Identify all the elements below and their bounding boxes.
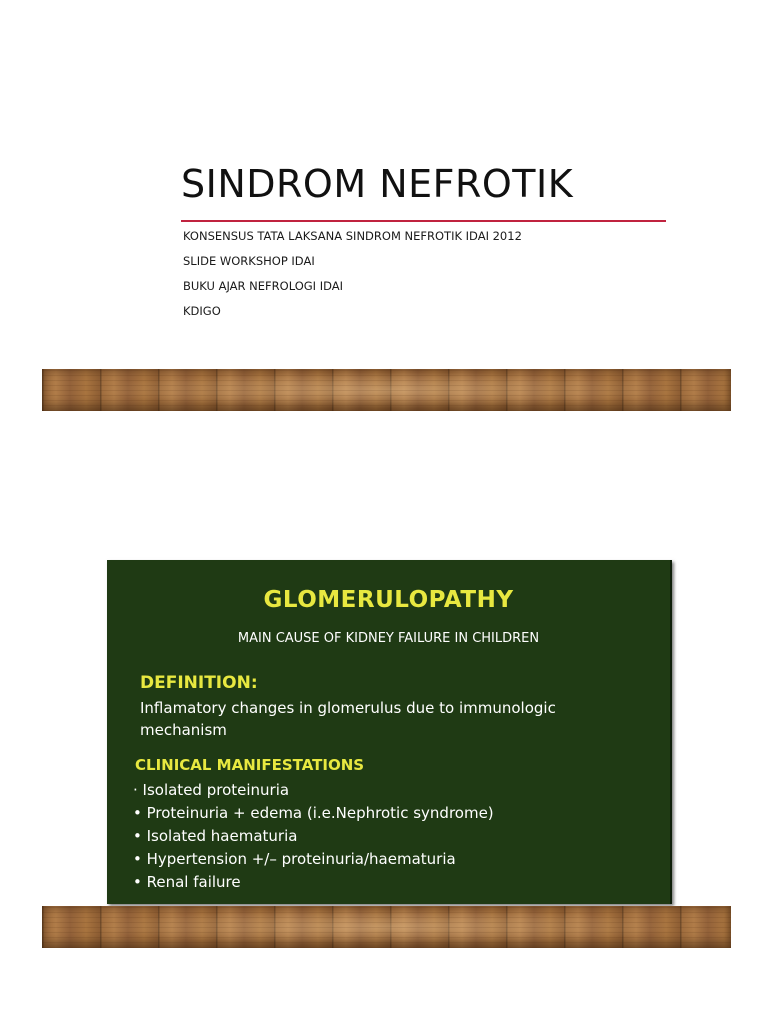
definition-heading: DEFINITION: [140,673,258,693]
reference-item: BUKU AJAR NEFROLOGI IDAI [183,279,344,293]
clinical-manifestations-list [133,779,494,894]
board-subtitle: MAIN CAUSE OF KIDNEY FAILURE IN CHILDREN [237,631,540,646]
list-item: · Isolated proteinuria [133,781,290,799]
list-item: • Isolated haematuria [133,827,298,845]
reference-item: KDIGO [183,304,221,318]
slide-title: SINDROM NEFROTIK [181,162,574,206]
reference-list [183,228,522,328]
reference-item: SLIDE WORKSHOP IDAI [183,254,315,268]
title-divider [181,220,666,222]
clinical-manifestations-heading: CLINICAL MANIFESTATIONS [135,756,365,774]
chalkboard-slide [107,560,672,904]
list-item: • Hypertension +/– proteinuria/haematuria [133,850,456,868]
list-item: • Proteinuria + edema (i.e.Nephrotic syndrome) [133,804,494,822]
reference-item: KONSENSUS TATA LAKSANA SINDROM NEFROTIK IDAI 2012 [183,229,522,243]
board-title: GLOMERULOPATHY [263,587,514,613]
definition-text: Inflamatory changes in glomerulus due to immunologic mechanism [140,699,556,739]
wood-floor-band [42,906,731,948]
list-item: • Renal failure [133,873,241,891]
wood-floor-band [42,369,731,411]
